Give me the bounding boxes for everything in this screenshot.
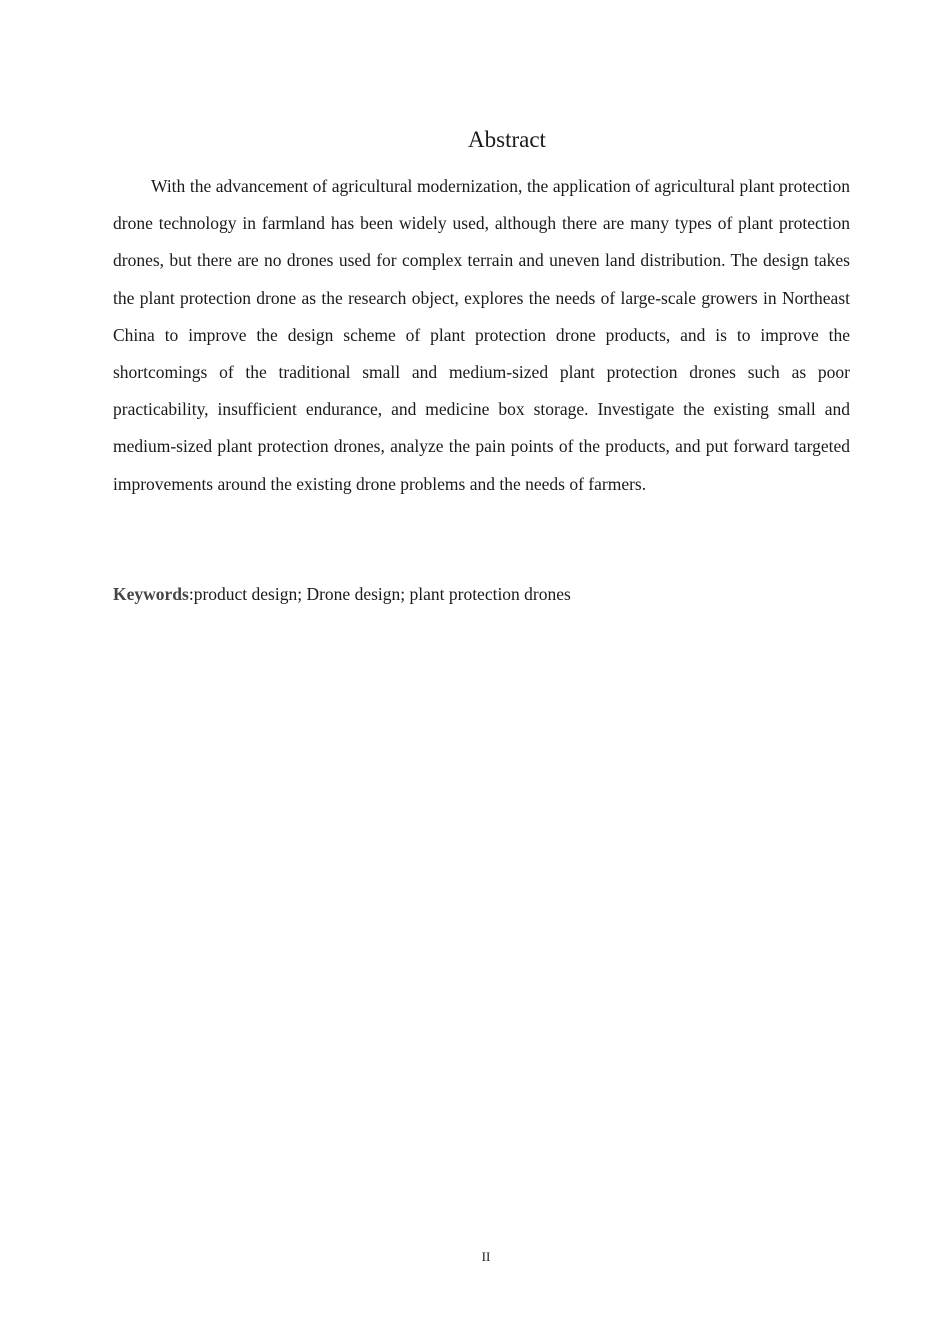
page-number: II: [481, 1249, 491, 1264]
keywords-text: product design; Drone design; plant protection drones: [193, 584, 571, 604]
keywords-separator: :: [188, 584, 194, 604]
keywords-line: [113, 578, 850, 610]
keywords-label: Keywords: [113, 584, 189, 604]
abstract-paragraph: With the advancement of agricultural modernization, the application of agricultural plant protection drone technology in farmland has been widely used, although there are many types of plant protection drones, but there are no drones used for complex terrain and uneven land distribution. The design takes the plant protection drone as the research object, explores the needs of large-scale growers in Northeast China to improve the design scheme of plant protection drone products, and is to improve the shortcomings of the traditional small and medium-sized plant protection drones such as poor practicability, insufficient endurance, and medicine box storage. Investigate the existing small and medium-sized plant protection drones, analyze the pain points of the products, and put forward targeted improvements around the existing drone problems and the needs of farmers.: [113, 176, 850, 494]
abstract-title: Abstract: [468, 127, 546, 152]
